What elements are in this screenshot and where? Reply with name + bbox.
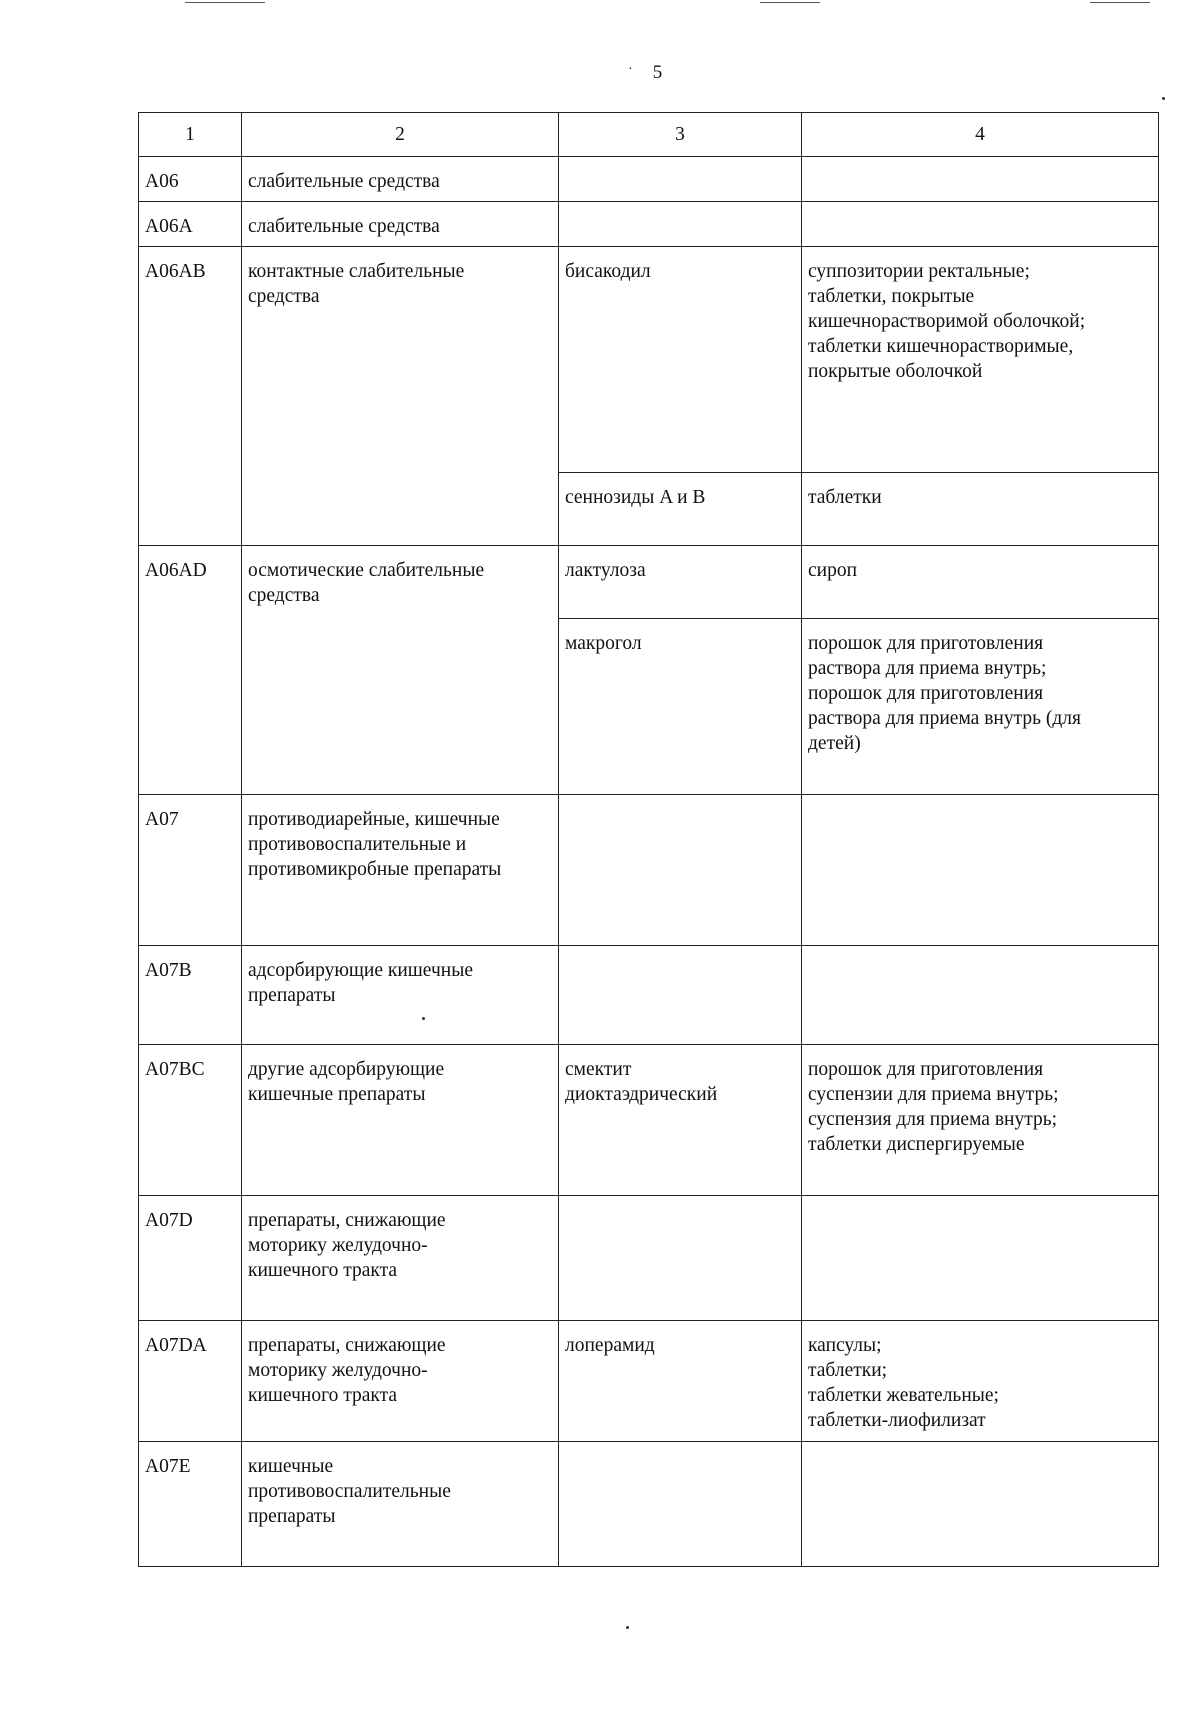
dosage-form-cell — [802, 1442, 1159, 1567]
atc-code-cell: A07B — [139, 946, 242, 1045]
table-row — [139, 1196, 1159, 1321]
column-header-1: 1 — [139, 113, 242, 157]
dosage-form-cell: порошок для приготовления суспензии для приема внутрь; суспензия для приема внутрь; таблетки диспергируемые — [802, 1045, 1159, 1196]
table-row — [139, 202, 1159, 247]
scan-dot — [1162, 97, 1165, 100]
drug-name-cell: макрогол — [559, 619, 802, 795]
drug-name-cell: смектит диоктаэдрический — [559, 1045, 802, 1196]
table-row — [139, 247, 1159, 473]
atc-code-cell: A06A — [139, 202, 242, 247]
dosage-form-cell: суппозитории ректальные; таблетки, покрытые кишечнорастворимой оболочкой; таблетки кишечнорастворимые, покрытые оболочкой — [802, 247, 1159, 473]
atc-group-cell: препараты, снижающие моторику желудочно- кишечного тракта — [242, 1321, 559, 1442]
atc-group-cell: осмотические слабительные средства — [242, 546, 559, 795]
dosage-form-cell — [802, 795, 1159, 946]
drug-name-cell — [559, 795, 802, 946]
atc-group-cell: адсорбирующие кишечные препараты — [242, 946, 559, 1045]
table-row — [139, 1321, 1159, 1442]
dosage-form-cell — [802, 202, 1159, 247]
drug-name-cell: бисакодил — [559, 247, 802, 473]
dosage-form-cell: таблетки — [802, 473, 1159, 546]
dosage-form-cell: сироп — [802, 546, 1159, 619]
atc-code-cell: A06AB — [139, 247, 242, 546]
drug-name-cell — [559, 157, 802, 202]
column-header-4: 4 — [802, 113, 1159, 157]
atc-code-cell: A07DA — [139, 1321, 242, 1442]
atc-group-cell: контактные слабительные средства — [242, 247, 559, 546]
table-row — [139, 546, 1159, 619]
dosage-form-cell — [802, 157, 1159, 202]
column-header-3: 3 — [559, 113, 802, 157]
drug-name-cell: лактулоза — [559, 546, 802, 619]
drug-name-cell: сеннозиды A и B — [559, 473, 802, 546]
dosage-form-cell — [802, 946, 1159, 1045]
table-row — [139, 1442, 1159, 1567]
scan-artifact-top — [1090, 2, 1150, 3]
page-number: 5 — [652, 62, 663, 83]
dosage-form-cell — [802, 1196, 1159, 1321]
atc-group-cell: слабительные средства — [242, 157, 559, 202]
atc-code-cell: A07 — [139, 795, 242, 946]
table-row — [139, 157, 1159, 202]
atc-group-cell: другие адсорбирующие кишечные препараты — [242, 1045, 559, 1196]
page-number-mark: · — [628, 62, 633, 77]
drug-name-cell — [559, 202, 802, 247]
table-header-row — [139, 113, 1159, 157]
drug-name-cell — [559, 946, 802, 1045]
table-row — [139, 1045, 1159, 1196]
dosage-form-cell: капсулы; таблетки; таблетки жевательные; таблетки-лиофилизат — [802, 1321, 1159, 1442]
table-body — [139, 157, 1159, 1567]
scan-dot — [626, 1626, 629, 1629]
atc-group-cell: кишечные противовоспалительные препараты — [242, 1442, 559, 1567]
atc-group-cell: препараты, снижающие моторику желудочно- кишечного тракта — [242, 1196, 559, 1321]
atc-code-cell: A07E — [139, 1442, 242, 1567]
atc-code-cell: A06AD — [139, 546, 242, 795]
table-row — [139, 795, 1159, 946]
atc-group-cell: противодиарейные, кишечные противовоспалительные и противомикробные препараты — [242, 795, 559, 946]
table-row — [139, 946, 1159, 1045]
drug-name-cell — [559, 1196, 802, 1321]
atc-code-cell: A07BC — [139, 1045, 242, 1196]
column-header-2: 2 — [242, 113, 559, 157]
atc-code-cell: A07D — [139, 1196, 242, 1321]
drug-table — [138, 112, 1159, 1567]
drug-name-cell — [559, 1442, 802, 1567]
dosage-form-cell: порошок для приготовления раствора для приема внутрь; порошок для приготовления раствора для приема внутрь (для детей) — [802, 619, 1159, 795]
atc-code-cell: A06 — [139, 157, 242, 202]
scan-artifact-top — [760, 2, 820, 3]
scan-artifact-top — [185, 2, 265, 3]
atc-group-cell: слабительные средства — [242, 202, 559, 247]
drug-name-cell: лоперамид — [559, 1321, 802, 1442]
